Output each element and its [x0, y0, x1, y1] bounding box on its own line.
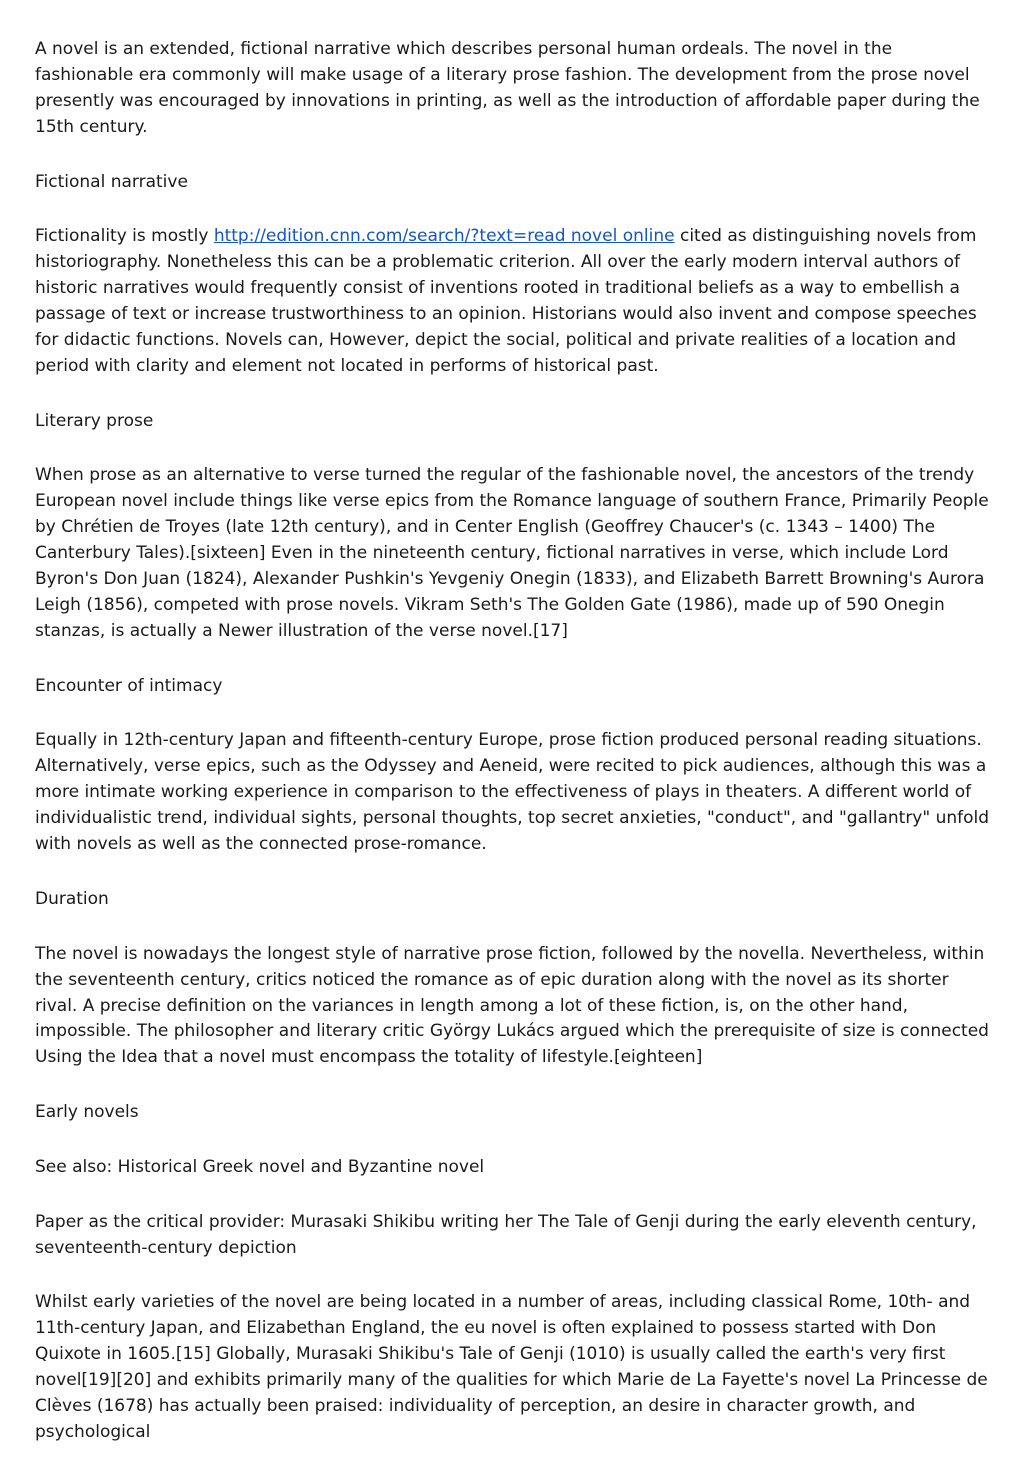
document-body	[35, 37, 995, 1475]
duration-paragraph: The novel is nowadays the longest style of narrative prose fiction, followed by the novella. Nevertheless, within the seventeenth century, critics noticed the romance as of epic duration along with the novel as its shorter rival. A precise definition on the variances in length among a lot of these fiction, is, on the other hand, impossible. The philosopher and literary critic György Lukács argued which the prerequisite of size is connected Using the Idea that a novel must encompass the totality of lifestyle.[eighteen]	[35, 943, 989, 1068]
heading-fictional-narrative: Fictional narrative	[35, 171, 188, 192]
intro-paragraph: A novel is an extended, fictional narrative which describes personal human ordeals. The novel in the fashionable era commonly will make usage of a literary prose fashion. The development from the prose novel presently was encouraged by innovations in printing, as well as the introduction of affordable paper during the 15th century.	[35, 39, 980, 137]
paper-provider-caption: Paper as the critical provider: Murasaki Shikibu writing her The Tale of Genji during the early eleventh century, seventeenth-century depiction	[35, 1211, 977, 1258]
heading-early-novels: Early novels	[35, 1102, 139, 1123]
heading-duration: Duration	[35, 888, 109, 909]
cnn-search-link[interactable]: http://edition.cnn.com/search/?text=read novel online	[213, 226, 675, 247]
see-also-line: See also: Historical Greek novel and Byzantine novel	[35, 1156, 485, 1177]
fictionality-paragraph	[35, 224, 995, 379]
early-varieties-paragraph: Whilst early varieties of the novel are being located in a number of areas, including classical Rome, 10th- and 11th-century Japan, and Elizabethan England, the eu novel is often explained to possess started with Don Quixote in 1605.[15] Globally, Murasaki Shikibu's Tale of Genji (1010) is usually called the earth's very first novel[19][20] and exhibits primarily many of the qualities for which Marie de La Fayette's novel La Princesse de Clèves (1678) has actually been praised: individuality of perception, an desire in character growth, and psychological	[35, 1292, 988, 1442]
heading-encounter-of-intimacy: Encounter of intimacy	[35, 675, 223, 696]
encounter-intimacy-paragraph: Equally in 12th-century Japan and fifteenth-century Europe, prose fiction produced personal reading situations. Alternatively, verse epics, such as the Odyssey and Aeneid, were recited to pick audiences, although this was a more intimate working experience in comparison to the effectiveness of plays in theaters. A different world of individualistic trend, individual sights, personal thoughts, top secret anxieties, "conduct", and "gallantry" unfold with novels as well as the connected prose-romance.	[35, 730, 990, 855]
heading-literary-prose: Literary prose	[35, 410, 154, 431]
fictionality-text-after: cited as distinguishing novels from historiography. Nonetheless this can be a problematic criterion. All over the early modern interval authors of historic narratives would frequently consist of inventions rooted in traditional beliefs as a way to embellish a passage of text or increase trustworthiness to an opinion. Historians would also invent and compose speeches for didactic functions. Novels can, However, depict the social, political and private realities of a location and period with clarity and element not located in performs of historical past.	[35, 226, 977, 376]
literary-prose-paragraph: When prose as an alternative to verse turned the regular of the fashionable novel, the ancestors of the trendy European novel include things like verse epics from the Romance language of southern France, Primarily People by Chrétien de Troyes (late 12th century), and in Center English (Geoffrey Chaucer's (c. 1343 – 1400) The Canterbury Tales).[sixteen] Even in the nineteenth century, fictional narratives in verse, which include Lord Byron's Don Juan (1824), Alexander Pushkin's Yevgeniy Onegin (1833), and Elizabeth Barrett Browning's Aurora Leigh (1856), competed with prose novels. Vikram Seth's The Golden Gate (1986), made up of 590 Onegin stanzas, is actually a Newer illustration of the verse novel.[17]	[35, 465, 989, 641]
fictionality-text-before: Fictionality is mostly	[35, 226, 214, 247]
